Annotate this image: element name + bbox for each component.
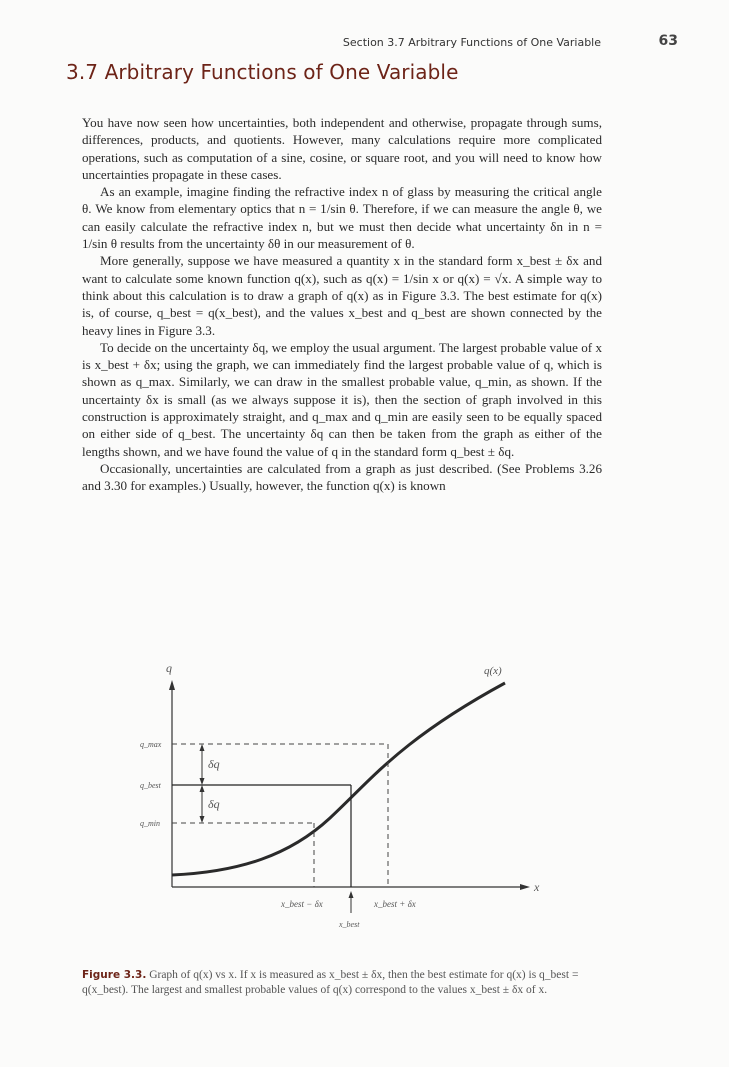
y-axis-arrow bbox=[169, 680, 175, 690]
x-minus-label: x_best − δx bbox=[281, 899, 323, 909]
x-best-label: x_best bbox=[339, 920, 360, 929]
curve-q-of-x bbox=[172, 683, 505, 875]
paragraph-5: Occasionally, uncertainties are calculated from a graph as just described. (See Problems 3.26 and 3.30 for examples.) Usually, however, the function q(x) is known bbox=[82, 460, 602, 494]
curve-label: q(x) bbox=[484, 665, 502, 677]
figure-3-3 bbox=[130, 660, 550, 955]
body-text bbox=[82, 114, 602, 495]
paragraph-4: To decide on the uncertainty δq, we employ the usual argument. The largest probable value of x is x_best + δx; using the graph, we can immediately find the largest probable value of q, which is shown as q_max. Similarly, we can draw in the smallest probable value, q_min, as shown. If the uncertainty δx is small (as we always suppose it is), then the section of graph involved in this construction is approximately straight, and q_max and q_min are easily seen to be equally spaced on either side of q_best. The uncertainty δq can then be taken from the graph as either of the lengths shown, and we have found the value of q in the standard form q_best ± δq. bbox=[82, 339, 602, 459]
x-best-arrowhead bbox=[349, 891, 354, 898]
dq-upper-arrowhead-top bbox=[200, 744, 205, 751]
dq-lower-arrowhead-top bbox=[200, 785, 205, 792]
dq-upper-arrowhead-bottom bbox=[200, 778, 205, 785]
figure-caption bbox=[82, 968, 602, 998]
q-min-label: q_min bbox=[140, 819, 160, 828]
x-plus-label: x_best + δx bbox=[374, 899, 416, 909]
x-axis-arrow bbox=[520, 884, 530, 890]
section-title: 3.7 Arbitrary Functions of One Variable bbox=[66, 60, 459, 84]
q-best-label: q_best bbox=[140, 781, 161, 790]
dq-lower-arrowhead-bottom bbox=[200, 816, 205, 823]
running-title: Section 3.7 Arbitrary Functions of One Variable bbox=[342, 36, 601, 49]
y-axis-label: q bbox=[166, 661, 172, 675]
dq-lower-label: δq bbox=[208, 797, 220, 811]
dq-upper-label: δq bbox=[208, 757, 220, 771]
paragraph-2: As an example, imagine finding the refractive index n of glass by measuring the critical angle θ. We know from elementary optics that n = 1/sin θ. Therefore, if we can measure the angle θ, we can easily calculate the refractive index n, but we must then decide what uncertainty δn in n = 1/sin θ results from the uncertainty δθ in our measurement of θ. bbox=[82, 184, 602, 252]
q-max-label: q_max bbox=[140, 740, 162, 749]
paragraph-3: More generally, suppose we have measured a quantity x in the standard form x_best ± δx and want to calculate some known function q(x), such as q(x) = 1/sin x or q(x) = √x. A simple way to think about this calculation is to draw a graph of q(x) as in Figure 3.3. The best estimate for q(x) is, of course, q_best = q(x_best), and the values x_best and q_best are shown connected by the heavy lines in Figure 3.3. bbox=[82, 253, 602, 338]
x-axis-label: x bbox=[534, 880, 540, 894]
page-number: 63 bbox=[658, 33, 678, 49]
caption-text: Graph of q(x) vs x. If x is measured as x_best ± δx, then the best estimate for q(x) is q_best = q(x_best). The largest and smallest probable values of q(x) correspond to the values x_best ± δx of x. bbox=[82, 969, 579, 996]
caption-label: Figure 3.3. bbox=[82, 969, 147, 981]
paragraph-1: You have now seen how uncertainties, both independent and otherwise, propagate through sums, differences, products, and quotients. However, many calculations require more complicated operations, such as computation of a sine, cosine, or square root, and you will need to know how uncertainties propagate in these cases. bbox=[82, 115, 602, 182]
